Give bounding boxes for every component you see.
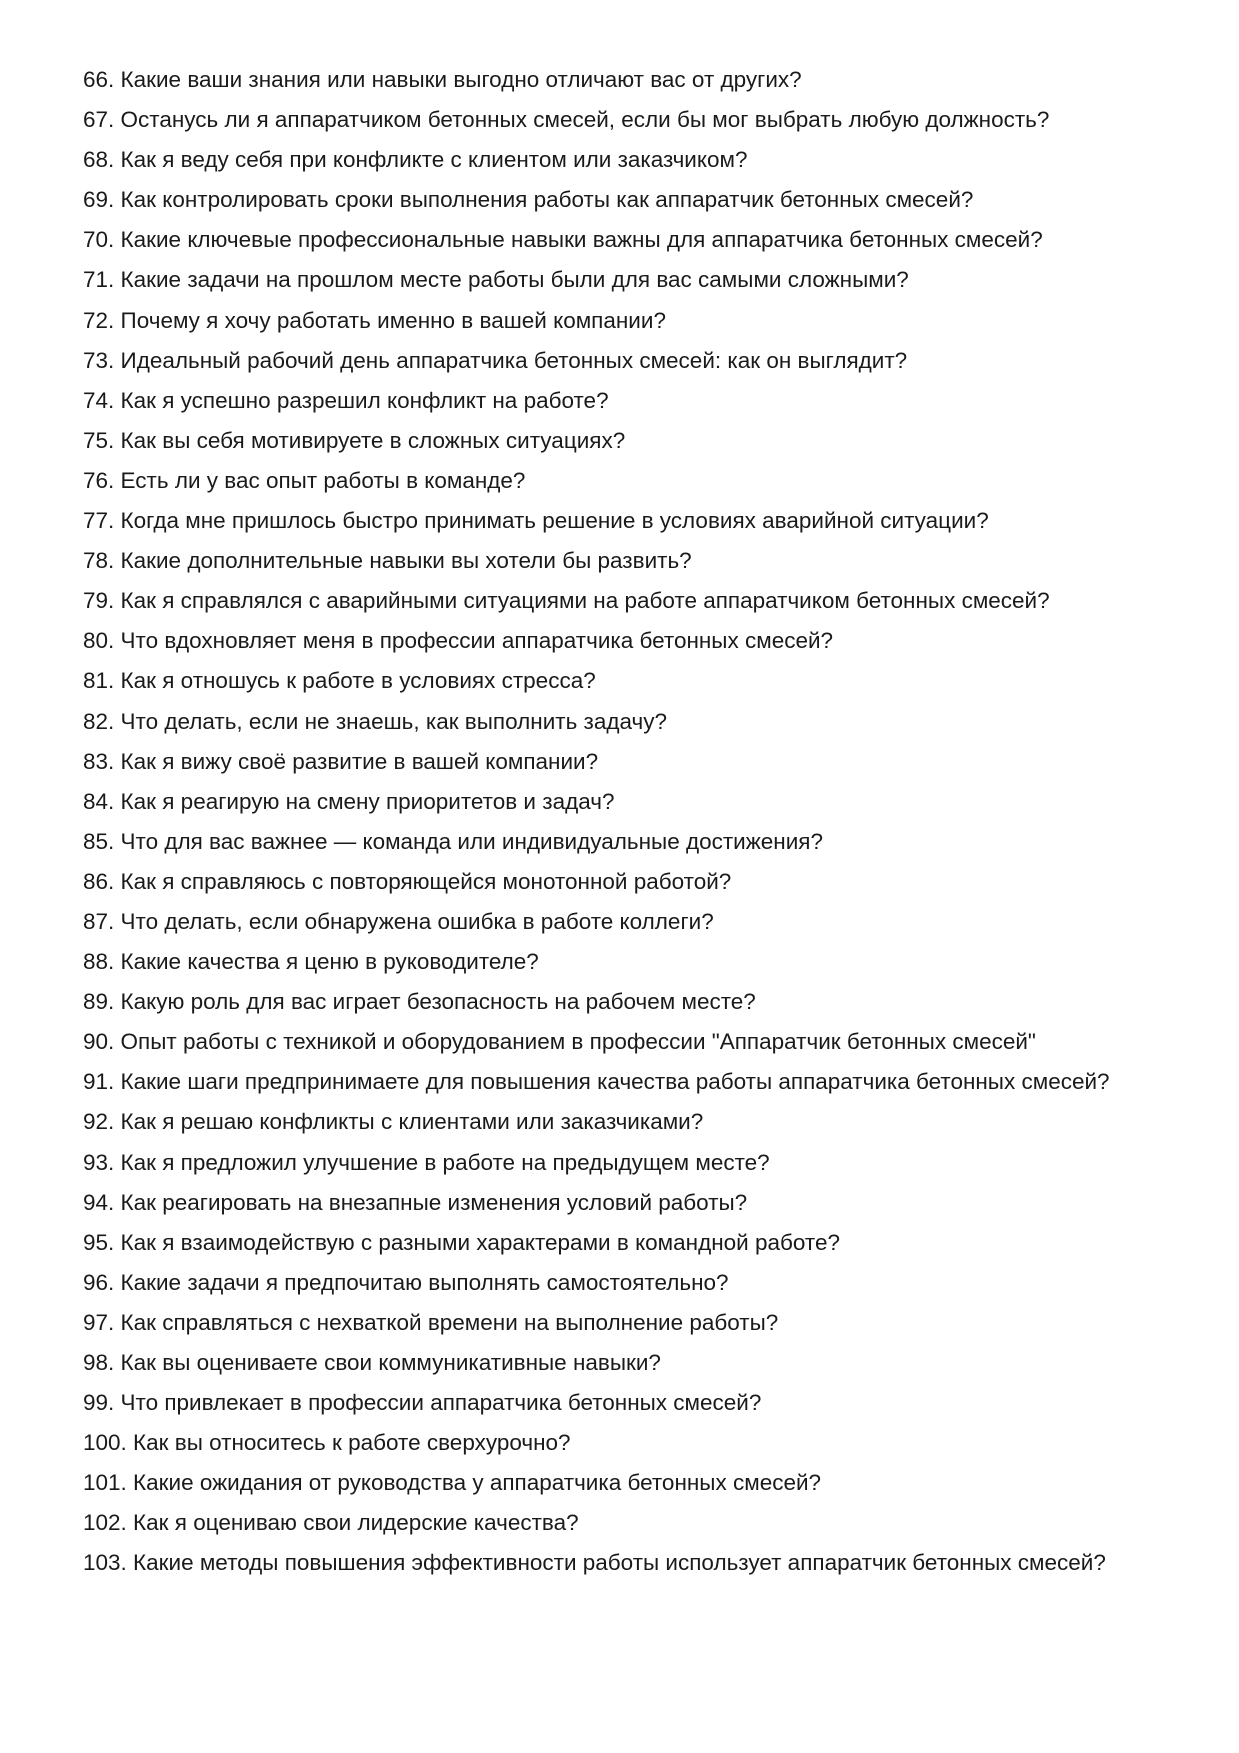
question-item: 93. Как я предложил улучшение в работе на предыдущем месте?: [83, 1149, 770, 1175]
question-item: 91. Какие шаги предпринимаете для повышения качества работы аппаратчика бетонных смесей?: [83, 1069, 1110, 1095]
question-item: 79. Как я справлялся с аварийными ситуациями на работе аппаратчиком бетонных смесей?: [83, 588, 1050, 614]
question-item: 73. Идеальный рабочий день аппаратчика бетонных смесей: как он выглядит?: [83, 347, 908, 373]
question-item: 72. Почему я хочу работать именно в вашей компании?: [83, 307, 666, 333]
question-item: 96. Какие задачи я предпочитаю выполнять самостоятельно?: [83, 1269, 729, 1295]
question-item: 102. Как я оцениваю свои лидерские качества?: [83, 1510, 579, 1536]
question-item: 92. Как я решаю конфликты с клиентами или заказчиками?: [83, 1109, 704, 1135]
question-item: 86. Как я справляюсь с повторяющейся монотонной работой?: [83, 868, 732, 894]
question-item: 89. Какую роль для вас играет безопасность на рабочем месте?: [83, 989, 756, 1015]
question-item: 98. Как вы оцениваете свои коммуникативные навыки?: [83, 1350, 661, 1375]
question-item: 68. Как я веду себя при конфликте с клиентом или заказчиком?: [83, 147, 748, 173]
question-item: 97. Как справляться с нехваткой времени на выполнение работы?: [83, 1309, 779, 1335]
question-item: 80. Что вдохновляет меня в профессии аппаратчика бетонных смесей?: [83, 628, 834, 654]
question-item: 76. Есть ли у вас опыт работы в команде?: [83, 467, 526, 493]
question-item: 95. Как я взаимодействую с разными характерами в командной работе?: [83, 1229, 840, 1255]
question-item: 99. Что привлекает в профессии аппаратчика бетонных смесей?: [83, 1390, 762, 1416]
question-item: 85. Что для вас важнее — команда или индивидуальные достижения?: [83, 828, 823, 854]
question-item: 88. Какие качества я ценю в руководителе?: [83, 949, 539, 975]
question-item: 67. Останусь ли я аппаратчиком бетонных смесей, если бы мог выбрать любую должность?: [83, 107, 1050, 133]
question-item: 75. Как вы себя мотивируете в сложных ситуациях?: [83, 427, 626, 453]
question-list: [83, 60, 1163, 1584]
question-item: 103. Какие методы повышения эффективности работы использует аппаратчик бетонных смесей?: [83, 1550, 1106, 1576]
question-item: 71. Какие задачи на прошлом месте работы были для вас самыми сложными?: [83, 267, 909, 293]
question-item: 87. Что делать, если обнаружена ошибка в работе коллеги?: [83, 908, 714, 934]
question-item: 82. Что делать, если не знаешь, как выполнить задачу?: [83, 708, 668, 734]
question-item: 94. Как реагировать на внезапные изменения условий работы?: [83, 1189, 748, 1215]
question-item: 90. Опыт работы с техникой и оборудованием в профессии "Аппаратчик бетонных смесей": [83, 1029, 1036, 1055]
question-item: 66. Какие ваши знания или навыки выгодно отличают вас от других?: [83, 67, 802, 92]
question-item: 77. Когда мне пришлось быстро принимать решение в условиях аварийной ситуации?: [83, 508, 989, 534]
question-item: 70. Какие ключевые профессиональные навыки важны для аппаратчика бетонных смесей?: [83, 227, 1043, 253]
question-item: 84. Как я реагирую на смену приоритетов и задач?: [83, 788, 615, 814]
question-item: 101. Какие ожидания от руководства у аппаратчика бетонных смесей?: [83, 1470, 822, 1496]
question-item: 78. Какие дополнительные навыки вы хотели бы развить?: [83, 548, 692, 574]
question-item: 69. Как контролировать сроки выполнения работы как аппаратчик бетонных смесей?: [83, 187, 974, 213]
question-item: 81. Как я отношусь к работе в условиях стресса?: [83, 668, 596, 694]
question-item: 83. Как я вижу своё развитие в вашей компании?: [83, 748, 599, 774]
question-item: 100. Как вы относитесь к работе сверхурочно?: [83, 1430, 571, 1456]
question-item: 74. Как я успешно разрешил конфликт на работе?: [83, 387, 609, 413]
